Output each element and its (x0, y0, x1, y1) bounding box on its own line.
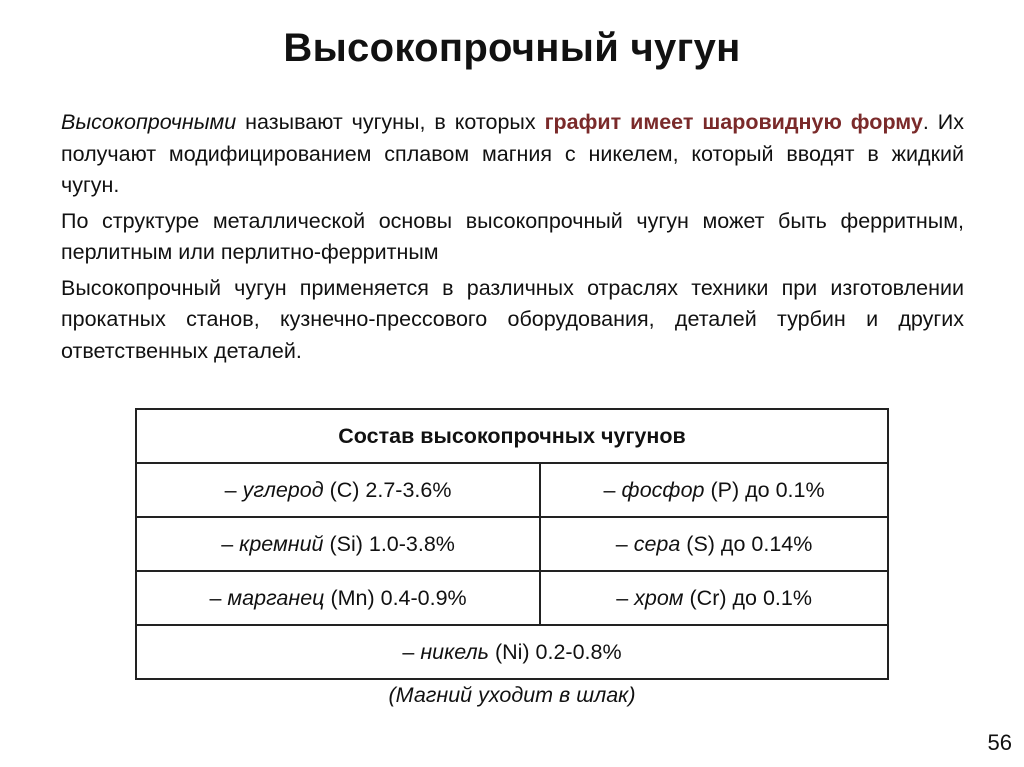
element-value: (Cr) до 0.1% (683, 585, 812, 610)
element-name: кремний (239, 531, 324, 556)
cell-dash: – (616, 585, 635, 610)
element-value: (C) 2.7-3.6% (323, 477, 452, 502)
element-name: углерод (242, 477, 324, 502)
table-note: (Магний уходит в шлак) (388, 683, 636, 707)
slide-body (61, 107, 964, 371)
cell-dash: – (209, 585, 228, 610)
highlighted-phrase: графит имеет шаровидную форму (544, 110, 923, 134)
element-name: хром (634, 585, 684, 610)
paragraph-application: Высокопрочный чугун применяется в различных отраслях техники при изготовлении прокатных станов, кузнечно-прессового оборудования, деталей турбин и других ответственных деталей. (61, 275, 964, 363)
slide-title: Высокопрочный чугун (283, 26, 741, 70)
cell-dash: – (603, 477, 622, 502)
table-row (136, 463, 888, 517)
composition-table (135, 408, 889, 680)
definition-text-b: . Их получают модифицированием сплавом магния с никелем, который вводят в жидкий чугун. (61, 110, 964, 197)
table-caption: Состав высокопрочных чугунов (136, 409, 888, 463)
element-cell-nickel (136, 625, 888, 679)
cell-dash: – (224, 477, 243, 502)
element-cell-silicon (136, 517, 540, 571)
element-name: сера (633, 531, 681, 556)
cell-dash: – (221, 531, 240, 556)
table-row (136, 517, 888, 571)
element-cell-phosphorus (540, 463, 888, 517)
defined-term: Высокопрочными (61, 110, 237, 134)
table-caption-row (136, 409, 888, 463)
page-number: 56 (987, 730, 1012, 755)
element-cell-carbon (136, 463, 540, 517)
paragraph-definition (61, 107, 964, 202)
element-value: (S) до 0.14% (680, 531, 813, 556)
element-value: (Ni) 0.2-0.8% (488, 639, 622, 664)
element-cell-sulfur (540, 517, 888, 571)
paragraph-structure: По структуре металлической основы высокопрочный чугун может быть ферритным, перлитным или перлитно-ферритным (61, 208, 964, 264)
element-name: марганец (227, 585, 325, 610)
element-value: (Mn) 0.4-0.9% (324, 585, 467, 610)
table-row (136, 571, 888, 625)
element-name: фосфор (621, 477, 705, 502)
element-cell-chromium (540, 571, 888, 625)
definition-text-a: называют чугуны, в которых (236, 110, 545, 134)
table-row (136, 625, 888, 679)
cell-dash: – (615, 531, 634, 556)
element-value: (P) до 0.1% (704, 477, 825, 502)
element-cell-manganese (136, 571, 540, 625)
element-name: никель (420, 639, 489, 664)
cell-dash: – (402, 639, 421, 664)
element-value: (Si) 1.0-3.8% (323, 531, 455, 556)
